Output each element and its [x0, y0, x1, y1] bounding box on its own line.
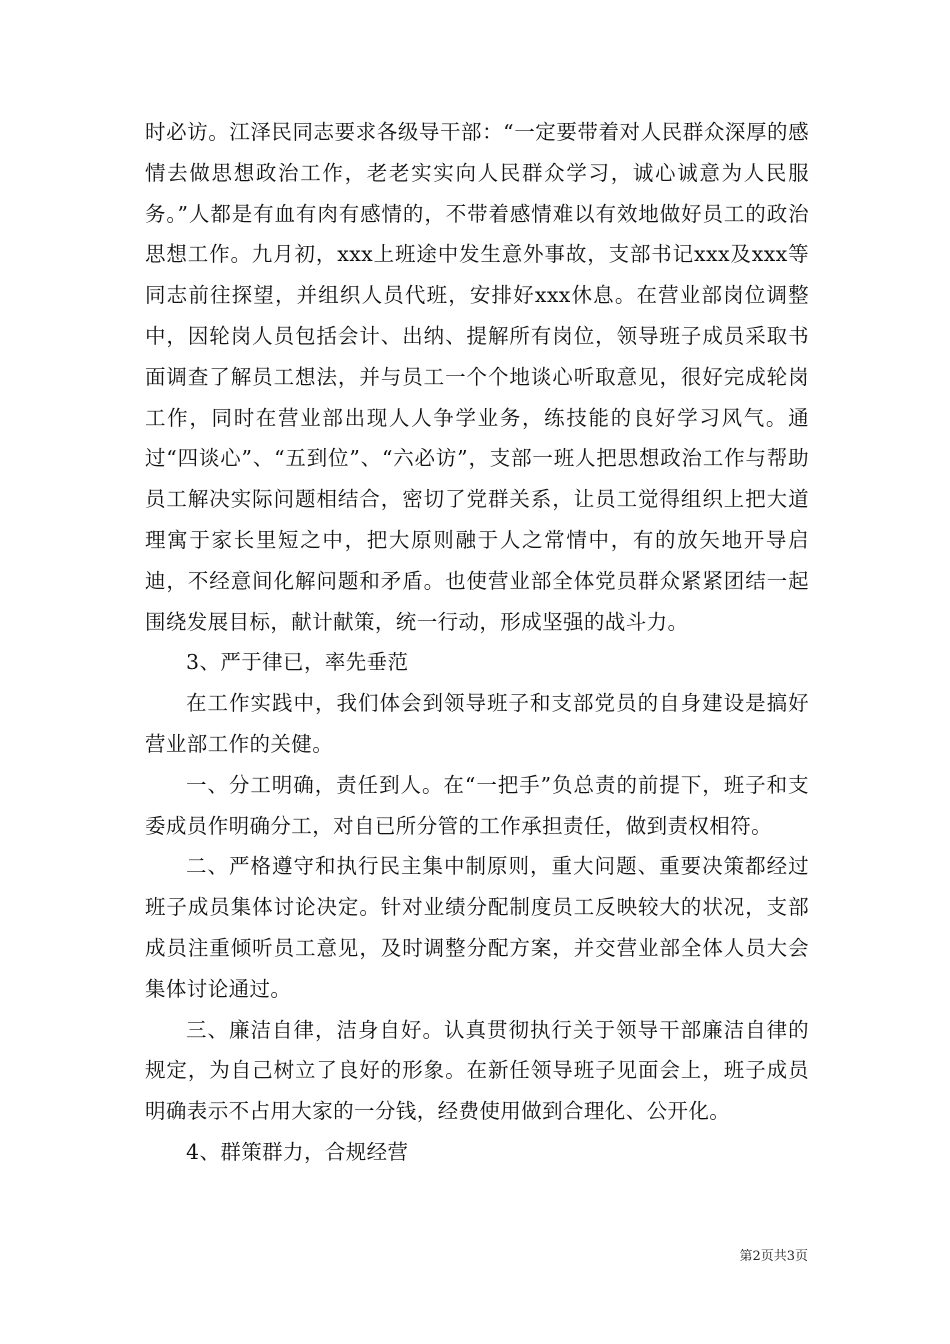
document-body — [145, 112, 809, 1173]
section-heading-3: 3、严于律已，率先垂范 — [186, 650, 409, 675]
paragraph-point-1: 一、分工明确，责任到人。在“一把手”负总责的前提下，班子和支委成员作明确分工，对自已所分管的工作承担责任，做到责权相符。 — [145, 772, 809, 838]
paragraph-point-3: 三、廉洁自律，洁身自好。认真贯彻执行关于领导干部廉洁自律的规定，为自己树立了良好的形象。在新任领导班子见面会上，班子成员明确表示不占用大家的一分钱，经费使用做到合理化、公开化。 — [145, 1017, 809, 1124]
paragraph-point-2: 二、严格遵守和执行民主集中制原则，重大问题、重要决策都经过班子成员集体讨论决定。针对业绩分配制度员工反映较大的状况，支部成员注重倾听员工意见，及时调整分配方案，并交营业部全体人员大会集体讨论通过。 — [145, 854, 809, 1001]
paragraph-continuation: 时必访。江泽民同志要求各级导干部：“一定要带着对人民群众深厚的感情去做思想政治工作，老老实实向人民群众学习，诚心诚意为人民服务。”人都是有血有肉有感情的，不带着感情难以有效地做好员工的政治思想工作。九月初，xxx上班途中发生意外事故，支部书记xxx及xxx等同志前往探望，并组织人员代班，安排好xxx休息。在营业部岗位调整中，因轮岗人员包括会计、出纳、提解所有岗位，领导班子成员采取书面调查了解员工想法，并与员工一个个地谈心听取意见，很好完成轮岗工作，同时在营业部出现人人争学业务，练技能的良好学习风气。通过“四谈心”、“五到位”、“六必访”，支部一班人把思想政治工作与帮助员工解决实际问题相结合，密切了党群关系，让员工觉得组织上把大道理寓于家长里短之中，把大原则融于人之常情中，有的放矢地开导启迪，不经意间化解问题和矛盾。也使营业部全体党员群众紧紧团结一起围绕发展目标，献计献策，统一行动，形成坚强的战斗力。 — [145, 120, 809, 634]
paragraph-intro: 在工作实践中，我们体会到领导班子和支部党员的自身建设是搞好营业部工作的关健。 — [145, 691, 809, 756]
page-number: 第2页共3页 — [739, 1249, 808, 1264]
section-heading-4: 4、群策群力，合规经营 — [186, 1139, 409, 1164]
